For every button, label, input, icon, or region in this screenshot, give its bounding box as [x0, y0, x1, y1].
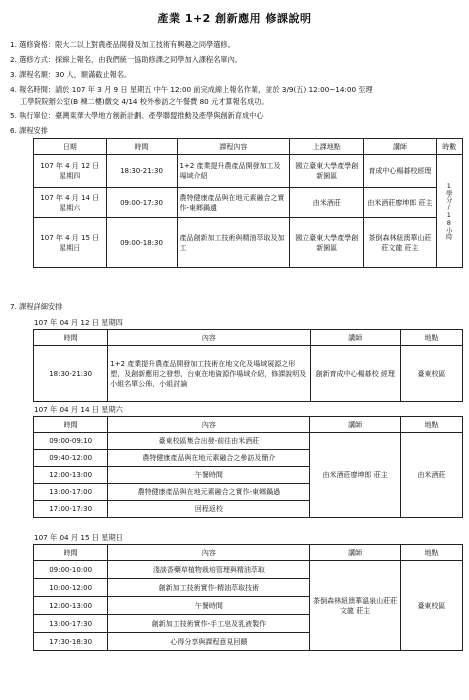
row-time: 12:00-13:00 — [34, 467, 108, 484]
header-teacher: 講師 — [310, 330, 400, 346]
row-content: 產品創新加工技術與精油萃取及加工 — [177, 218, 290, 268]
item-registration-time: 4. 報名時間：請於 107 年 3 月 9 日 星期五 中午 12:00 前完成線上報名作業，並於 3/9(五) 12:00~14:00 至理 — [10, 85, 373, 94]
course-table — [33, 138, 463, 268]
row-time: 17:00-17:30 — [34, 501, 108, 518]
row-time: 09:00-18:30 — [106, 218, 177, 268]
header-hours: 時數 — [436, 139, 462, 155]
row-content: 回程返校 — [108, 501, 310, 518]
row-place: 由米酒莊 — [400, 433, 462, 518]
row-teacher: 由米酒莊廖坤郎 莊主 — [364, 188, 436, 218]
row-time: 18:30-21:30 — [106, 155, 177, 188]
row-time: 09:00-09:10 — [34, 433, 108, 450]
row-time: 09:00-10:00 — [34, 561, 108, 579]
row-content: 淺談香藥草植物栽培管理與精油萃取 — [108, 561, 310, 579]
row-content: 農特健康產品與在地元素融合之實作-東鄉鍋過 — [108, 484, 310, 501]
row-place: 臺東校區 — [400, 346, 462, 402]
table-row — [34, 155, 463, 188]
item-registration-time-cont: 工學院院辦公室(B 棟二樓)繳交 4/14 校外參訪之午餐費 80 元才算報名成功。 — [20, 97, 269, 106]
day3-table — [33, 544, 463, 651]
row-teacher: 育成中心楊碁校經理 — [364, 155, 436, 188]
header-time: 時間 — [34, 417, 108, 433]
row-content: 農特健康產品與在地元素融合之實作-東鄉鍋遺 — [177, 188, 290, 218]
row-content: 1+2 產業提升農產品開發加工及場域介紹 — [177, 155, 290, 188]
row-content: 創新加工技術實作-手工皂及乳液製作 — [108, 615, 310, 633]
row-place: 由米酒莊 — [290, 188, 364, 218]
day1-table — [33, 329, 463, 402]
header-place: 上課地點 — [290, 139, 364, 155]
row-content: 心得分享與課程意見回饋 — [108, 633, 310, 651]
row-time: 10:00-12:00 — [34, 579, 108, 597]
header-content: 課程內容 — [177, 139, 290, 155]
table-row — [34, 346, 463, 402]
item-course-arrangement: 6. 課程安排 — [10, 126, 48, 135]
item-qualification: 1. 選修資格：限大二以上對農產品開發及加工技術有興趣之同學選修。 — [10, 40, 235, 49]
hours-cell: 1學分/18小時 — [436, 155, 462, 268]
row-place: 臺東校區 — [400, 561, 462, 651]
table-row — [34, 188, 463, 218]
section-detailed-schedule: 7. 課程詳細安排 — [10, 302, 63, 311]
row-time: 09:40-12:00 — [34, 450, 108, 467]
header-time: 時間 — [34, 545, 108, 561]
header-teacher: 講師 — [364, 139, 436, 155]
row-teacher: 茶倒森林紐澳華溫泉山莊莊文龍 莊主 — [310, 561, 400, 651]
row-content: 農特健康產品與在地元素融合之參訪及簡介 — [108, 450, 310, 467]
header-content: 內容 — [108, 330, 310, 346]
row-time: 13:00-17:30 — [34, 615, 108, 633]
header-date: 日期 — [34, 139, 107, 155]
header-time: 時間 — [34, 330, 108, 346]
day3-heading: 107 年 04 月 15 日 星期日 — [34, 533, 123, 542]
row-place: 國立臺東大學產學創新園區 — [290, 218, 364, 268]
item-quota: 3. 課程名額：30 人，額滿截止報名。 — [10, 70, 132, 79]
day2-table — [33, 416, 463, 518]
item-executing-unit: 5. 執行單位：臺灣東華大學地方創新計劃、產學聯盟推動及產學與創新育成中心 — [10, 111, 264, 120]
row-content: 午餐時間 — [108, 597, 310, 615]
table-row — [34, 218, 463, 268]
row-time: 09:00-17:30 — [106, 188, 177, 218]
row-time: 17:30-18:30 — [34, 633, 108, 651]
header-content: 內容 — [108, 545, 310, 561]
header-time: 時間 — [106, 139, 177, 155]
table-row — [34, 433, 463, 450]
row-date: 107 年 4 月 12 日 星期四 — [34, 155, 107, 188]
row-teacher: 創新育成中心楊碁校 經理 — [310, 346, 400, 402]
table-row — [34, 561, 463, 579]
header-teacher: 講師 — [310, 417, 400, 433]
page-title: 產業 1+2 創新應用 修課說明 — [157, 12, 312, 25]
row-time: 18:30-21:30 — [34, 346, 108, 402]
row-content: 創新加工技術實作-精油萃取技術 — [108, 579, 310, 597]
row-content: 臺東校區集合出發-前往由米酒莊 — [108, 433, 310, 450]
header-teacher: 講師 — [310, 545, 400, 561]
item-method: 2. 選修方式：採線上報名，由我們統一協助修課之同學加入課程名單內。 — [10, 55, 242, 64]
row-date: 107 年 4 月 14 日 星期六 — [34, 188, 107, 218]
day1-heading: 107 年 04 月 12 日 星期四 — [34, 318, 123, 327]
row-time: 13:00-17:00 — [34, 484, 108, 501]
header-place: 地點 — [400, 545, 462, 561]
header-place: 地點 — [400, 330, 462, 346]
row-content: 午餐時間 — [108, 467, 310, 484]
row-teacher: 茶倒森林紐澳華山莊莊文龍 莊主 — [364, 218, 436, 268]
row-content: 1+2 產業提升農產品開發加工技術在地文化及場域展源之形塑，及創新應用之發想，台東在地資源作場域介紹，修課說明及小組名單公佈，小組討論 — [108, 346, 310, 402]
row-date: 107 年 4 月 15 日 星期日 — [34, 218, 107, 268]
header-content: 內容 — [108, 417, 310, 433]
day2-heading: 107 年 04 月 14 日 星期六 — [34, 405, 123, 414]
row-teacher: 由米酒莊廖坤郎 莊主 — [310, 433, 400, 518]
header-place: 地點 — [400, 417, 462, 433]
row-place: 國立臺東大學產學創新園區 — [290, 155, 364, 188]
row-time: 12:00-13:00 — [34, 597, 108, 615]
